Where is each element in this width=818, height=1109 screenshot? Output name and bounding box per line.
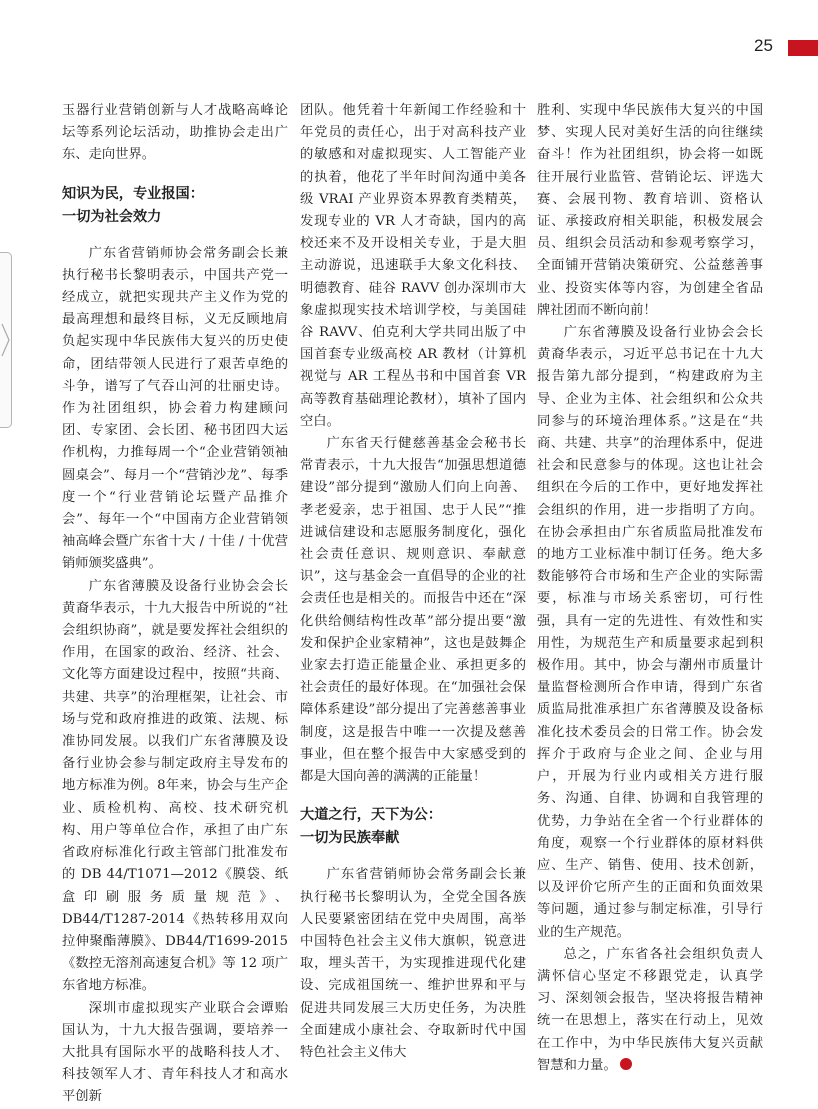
body-paragraph	[62, 243, 288, 576]
chevron-right-icon	[1, 323, 11, 357]
end-mark-icon	[620, 1058, 632, 1070]
body-paragraph	[62, 100, 288, 167]
side-page-tab[interactable]	[0, 252, 12, 428]
body-paragraph	[537, 944, 763, 1077]
body-paragraph	[537, 322, 763, 944]
body-paragraph	[300, 433, 526, 788]
body-paragraph	[300, 100, 526, 433]
section-heading	[300, 804, 526, 850]
body-paragraph	[62, 998, 288, 1109]
article-column-3	[537, 100, 763, 1077]
section-heading-line: 大道之行，天下为公：	[300, 807, 442, 824]
paragraph-text: 团队。他凭着十年新闻工作经验和十年党员的责任心，出于对高科技产业的敏感和对虚拟现实、人工智能产业的执着，他花了半年时间沟通中美各级 VRAI 产业界资本界教育类精英，发现专业的 VR 人才奇缺，国内的高校还来不及开设相关专业，于是大胆主动游说，迅速联手大象文化科技、明德教育、硅谷 RAVV 创办深圳市大象虚拟现实技术培训学校，与美国硅谷 RAVV、伯克利大学共同出版了中国首套专业级高校 AR 教材（计算机视觉与 AR 工程丛书和中国首套 VR 高等教育基础理论教材），填补了国内空白。	[300, 103, 526, 429]
body-paragraph	[300, 864, 526, 1064]
body-paragraph	[537, 100, 763, 322]
paragraph-text: 广东省薄膜及设备行业协会会长黄裔华表示，十九大报告中所说的“社会组织协商”，就是要发挥社会组织的作用，在国家的政治、经济、社会、文化等方面建设过程中，按照“共商、共建、共享”的治理框架，让社会、市场与党和政府推进的政策、法规、标准协同发展。以我们广东省薄膜及设备行业协会参与制定政府主导发布的地方标准为例。8年来，协会与生产企业、质检机构、高校、技术研究机构、用户等单位合作，承担了由广东省政府标准化行政主管部门批准发布的 DB 44/T1071—2012《膜袋、纸盒印刷服务质量规范》、DB44/T1287-2014《热转移用双向拉伸聚酯薄膜》、DB44/T1699-2015《数控无溶剂高速复合机》等 12 项广东省地方标准。	[62, 578, 288, 994]
section-heading-line: 一切为社会效力	[62, 208, 162, 225]
page-number: 25	[754, 36, 773, 55]
paragraph-text: 深圳市虚拟现实产业联合会谭贻国认为，十九大报告强调，要培养一大批具有国际水平的战略科技人才、科技领军人才、青年科技人才和高水平创新	[62, 1000, 288, 1105]
body-paragraph	[62, 576, 288, 998]
paragraph-text: 总之，广东省各社会组织负责人满怀信心坚定不移跟党走，认真学习、深刻领会报告，坚决将报告精神统一在思想上，落实在行动上，见效在工作中，为中华民族伟大复兴贡献智慧和力量。	[537, 946, 763, 1073]
page-color-tab	[788, 40, 818, 56]
section-heading-line: 一切为民族奉献	[300, 830, 400, 847]
paragraph-text: 广东省营销师协会常务副会长兼执行秘书长黎明认为，全党全国各族人民要紧密团结在党中央周围，高举中国特色社会主义伟大旗帜，锐意进取，埋头苦干，为实现推进现代化建设、完成祖国统一、维护世界和平与促进共同发展三大历史任务，为决胜全面建成小康社会、夺取新时代中国特色社会主义伟大	[300, 867, 526, 1060]
paragraph-text: 广东省天行健慈善基金会秘书长常青表示，十九大报告“加强思想道德建设”部分提到“激励人们向上向善、孝老爱亲，忠于祖国、忠于人民”“推进诚信建设和志愿服务制度化，强化社会责任意识、规则意识、奉献意识”，这与基金会一直倡导的企业的社会责任也是相关的。而报告中还在“深化供给侧结构性改革”部分提出要“激发和保护企业家精神”，这也是鼓舞企业家去打造正能量企业、承担更多的社会责任的最好体现。在“加强社会保障体系建设”部分提出了完善慈善事业制度，这是报告中唯一一次提及慈善事业，但在整个报告中大家感受到的都是大国向善的满满的正能量！	[300, 436, 526, 785]
paragraph-text: 胜利、实现中华民族伟大复兴的中国梦、实现人民对美好生活的向往继续奋斗！作为社团组织，协会将一如既往开展行业监管、营销论坛、评选大赛、会展刊物、教育培训、资格认证、承接政府相关职能，积极发展会员、组织会员活动和参观考察学习，全面铺开营销决策研究、公益慈善事业、投资实体等内容，为创建全省品牌社团而不断向前！	[537, 103, 763, 318]
section-heading-line: 知识为民，专业报国：	[62, 185, 204, 202]
paragraph-text: 广东省薄膜及设备行业协会会长黄裔华表示，习近平总书记在十九大报告第九部分提到，“构建政府为主导、企业为主体、社会组织和公众共同参与的环境治理体系。”这是在“共商、共建、共享”的治理体系中，促进社会和民意参与的体现。这也让社会组织在今后的工作中，更好地发挥社会组织的作用，进一步指明了方向。在协会承担由广东省质监局批准发布的地方工业标准中制订任务。绝大多数能够符合市场和生产企业的实际需要，标准与市场关系密切，可行性强，具有一定的先进性、有效性和实用性，为规范生产和质量要求起到积极作用。其中，协会与潮州市质量计量监督检测所合作申请，得到广东省质监局批准承担广东省薄膜及设备标准化技术委员会的日常工作。协会发挥介于政府与企业之间、企业与用户，开展为行业内或相关方进行服务、沟通、自律、协调和自我管理的优势，力争站在全省一个行业群体的角度，观察一个行业群体的原材料供应、生产、销售、使用、技术创新，以及评价它所产生的正面和负面效果等问题，通过参与制定标准，引导行业的生产规范。	[537, 325, 763, 940]
paragraph-text: 广东省营销师协会常务副会长兼执行秘书长黎明表示，中国共产党一经成立，就把实现共产主义作为党的最高理想和最终目标，义无反顾地肩负起实现中华民族伟大复兴的历史使命，团结带领人民进行了艰苦卓绝的斗争，谱写了气吞山河的壮丽史诗。作为社团组织，协会着力构建顾问团、专家团、会长团、秘书团四大运作机构，力推每周一个“企业营销领袖圆桌会”、每月一个“营销沙龙”、每季度一个“行业营销论坛暨产品推介会”、每年一个“中国南方企业营销领袖高峰会暨广东省十大 / 十佳 / 十优营销师颁奖盛典”。	[62, 245, 288, 572]
article-column-1	[62, 100, 288, 1109]
article-column-2	[300, 100, 526, 1064]
section-heading	[62, 183, 288, 229]
paragraph-text: 玉器行业营销创新与人才战略高峰论坛等系列论坛活动，助推协会走出广东、走向世界。	[62, 103, 288, 163]
